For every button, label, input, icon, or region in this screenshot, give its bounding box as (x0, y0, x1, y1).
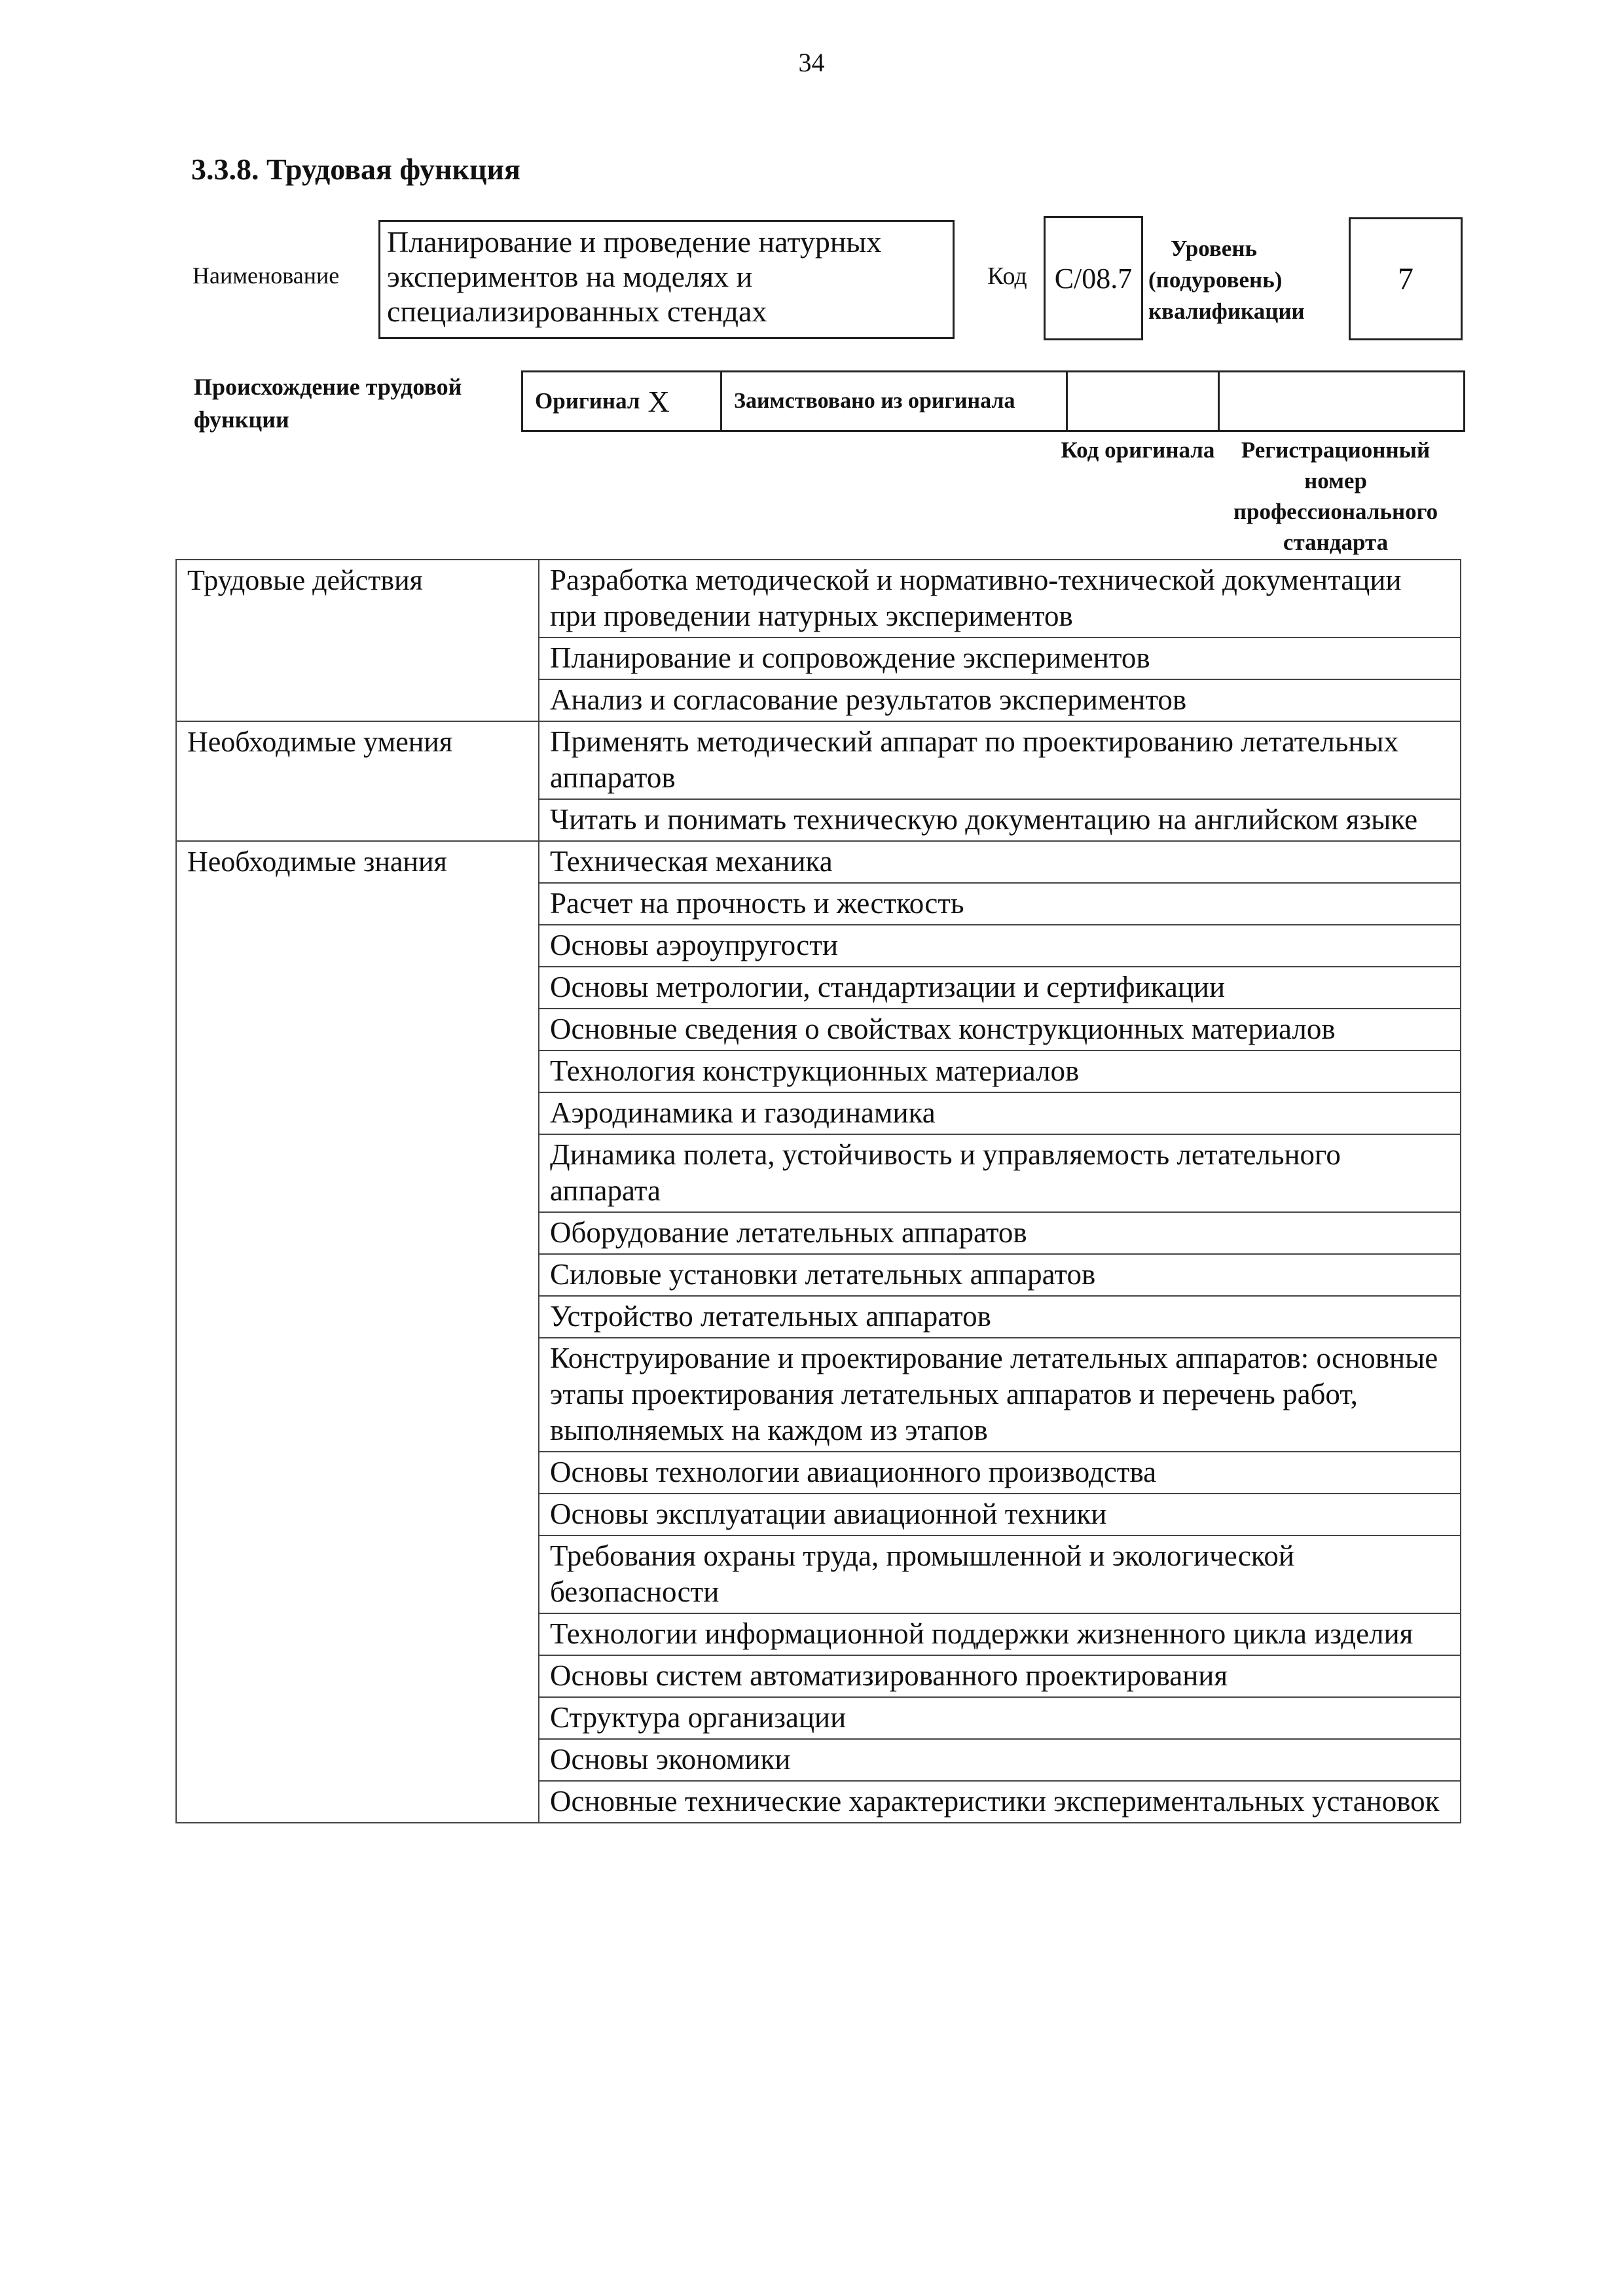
origin-borrowed-cell: Заимствовано из оригинала (722, 372, 1068, 430)
item-cell: Расчет на прочность и жесткость (539, 883, 1461, 925)
origin-row (521, 370, 1465, 432)
table-row (176, 841, 1461, 883)
page-number: 34 (798, 48, 825, 77)
category-cell: Необходимые знания (176, 841, 539, 1823)
registration-number-cell (1220, 372, 1463, 430)
function-name-box: Планирование и проведение натурных экспериментов на моделях и специализированных стендах (378, 220, 955, 339)
item-cell: Устройство летательных аппаратов (539, 1296, 1461, 1338)
item-cell: Основные сведения о свойствах конструкционных материалов (539, 1009, 1461, 1050)
item-cell: Анализ и согласование результатов экспериментов (539, 679, 1461, 721)
origin-original-mark: X (647, 384, 670, 418)
registration-number-label: Регистрационный номер профессионального стандарта (1233, 437, 1438, 555)
item-cell: Основы эксплуатации авиационной техники (539, 1494, 1461, 1535)
item-cell: Технология конструкционных материалов (539, 1050, 1461, 1092)
labor-function-table (175, 559, 1461, 1823)
origin-original-cell (523, 372, 722, 430)
item-cell: Техническая механика (539, 841, 1461, 883)
item-cell: Динамика полета, устойчивость и управляемость летательного аппарата (539, 1134, 1461, 1212)
item-cell: Структура организации (539, 1697, 1461, 1739)
item-cell: Разработка методической и нормативно-технической документации при проведении натурных экспериментов (539, 560, 1461, 637)
origin-original-label: Оригинал (535, 388, 640, 414)
item-cell: Силовые установки летательных аппаратов (539, 1254, 1461, 1296)
item-cell: Основы метрологии, стандартизации и сертификации (539, 967, 1461, 1009)
original-code-cell (1068, 372, 1220, 430)
function-code-box: C/08.7 (1044, 216, 1143, 340)
item-cell: Применять методический аппарат по проектированию летательных аппаратов (539, 721, 1461, 799)
category-cell: Трудовые действия (176, 560, 539, 721)
item-cell: Основы аэроупругости (539, 925, 1461, 967)
item-cell: Технологии информационной поддержки жизненного цикла изделия (539, 1613, 1461, 1655)
original-code-label: Код оригинала (1061, 437, 1215, 463)
item-cell: Основы экономики (539, 1739, 1461, 1781)
item-cell: Планирование и сопровождение экспериментов (539, 637, 1461, 679)
item-cell: Основы систем автоматизированного проектирования (539, 1655, 1461, 1697)
item-cell: Основные технические характеристики экспериментальных установок (539, 1781, 1461, 1823)
item-cell: Оборудование летательных аппаратов (539, 1212, 1461, 1254)
section-title: 3.3.8. Трудовая функция (191, 152, 520, 186)
origin-label: Происхождение трудовой функции (194, 374, 462, 433)
item-cell: Основы технологии авиационного производства (539, 1452, 1461, 1494)
category-cell: Необходимые умения (176, 721, 539, 841)
code-label: Код (987, 262, 1027, 290)
item-cell: Требования охраны труда, промышленной и экологической безопасности (539, 1535, 1461, 1613)
qualification-level-label: Уровень (подуровень) квалификации (1148, 236, 1305, 324)
qualification-level-box: 7 (1349, 217, 1463, 340)
item-cell: Конструирование и проектирование летательных аппаратов: основные этапы проектирования летательных аппаратов и перечень работ, выполняемых на каждом из этапов (539, 1338, 1461, 1452)
table-row (176, 560, 1461, 637)
item-cell: Аэродинамика и газодинамика (539, 1092, 1461, 1134)
table-row (176, 721, 1461, 799)
name-label: Наименование (192, 262, 340, 289)
item-cell: Читать и понимать техническую документацию на английском языке (539, 799, 1461, 841)
